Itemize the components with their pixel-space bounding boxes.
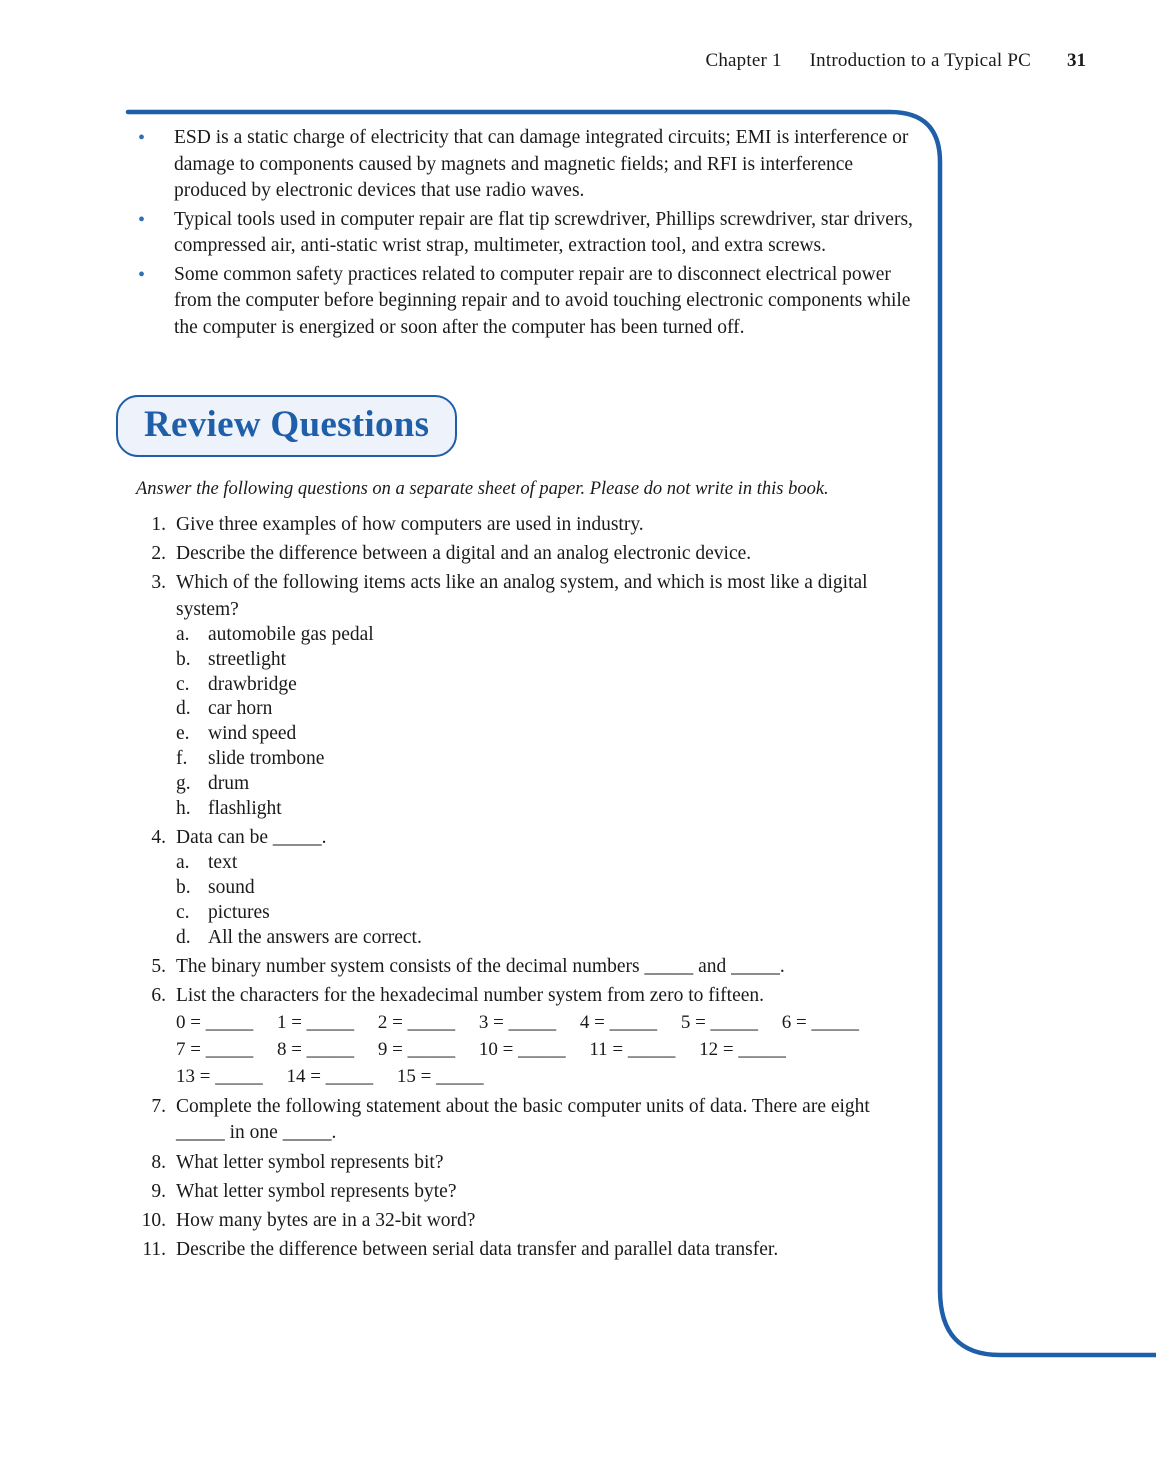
summary-bullet-text: Some common safety practices related to computer repair are to disconnect electrical power from the computer before beginning repair and to avoid touching electronic components while the computer is energized or soon after the computer has been turned off.: [174, 263, 911, 338]
question-text: What letter symbol represents bit?: [176, 1151, 444, 1173]
choice-text: All the answers are correct.: [208, 927, 422, 949]
question-choices: [176, 851, 918, 951]
question-item: [128, 954, 918, 980]
choice-text: automobile gas pedal: [208, 623, 374, 645]
choice-label: c.: [176, 673, 190, 695]
header-chapter-number: Chapter 1: [705, 50, 782, 71]
question-text: Which of the following items acts like an analog system, and which is most like a digital system?: [176, 572, 868, 620]
choice-item: [176, 697, 918, 722]
question-item: [128, 1150, 918, 1176]
hex-answer-blanks: [176, 1010, 918, 1091]
choice-item: [176, 926, 918, 951]
review-questions-banner: [116, 395, 457, 457]
question-choices: [176, 623, 918, 823]
question-item: [128, 1094, 918, 1146]
hex-answer-row: 13 = _____ 14 = _____ 15 = _____: [176, 1066, 484, 1088]
question-text: The binary number system consists of the decimal numbers _____ and _____.: [176, 956, 785, 978]
choice-text: car horn: [208, 698, 273, 720]
choice-item: [176, 772, 918, 797]
choice-label: e.: [176, 723, 190, 745]
question-item: [128, 825, 918, 951]
summary-bullet-text: ESD is a static charge of electricity that can damage integrated circuits; EMI is interference or damage to components caused by magnets and magnetic fields; and RFI is interference produced by electronic devices that use radio waves.: [174, 127, 909, 202]
bullet-dot-icon: •: [138, 263, 146, 286]
page-header: [705, 50, 1086, 72]
choice-label: c.: [176, 902, 190, 924]
question-text: Describe the difference between serial data transfer and parallel data transfer.: [176, 1238, 779, 1260]
instruction-text: Answer the following questions on a separate sheet of paper. Please do not write in this book.: [136, 479, 829, 500]
hex-answer-row: 7 = _____ 8 = _____ 9 = _____ 10 = _____ 11 = _____ 12 = _____: [176, 1039, 786, 1061]
choice-label: d.: [176, 927, 191, 949]
choice-text: slide trombone: [208, 748, 325, 770]
choice-text: sound: [208, 877, 255, 899]
choice-label: g.: [176, 773, 191, 795]
summary-bullet-text: Typical tools used in computer repair are flat tip screwdriver, Phillips screwdriver, star drivers, compressed air, anti-static wrist strap, multimeter, extraction tool, and extra screws.: [174, 208, 913, 257]
question-text: Give three examples of how computers are used in industry.: [176, 514, 644, 536]
question-number: 10.: [141, 1209, 166, 1231]
choice-text: streetlight: [208, 648, 286, 670]
choice-item: [176, 851, 918, 876]
choice-label: h.: [176, 798, 191, 820]
bullet-dot-icon: •: [138, 127, 146, 149]
choice-label: d.: [176, 698, 191, 720]
choice-item: [176, 673, 918, 698]
question-number: 4.: [151, 827, 166, 849]
question-text: Complete the following statement about the basic computer units of data. There are eight _____ in one _____.: [176, 1096, 870, 1144]
choice-text: wind speed: [208, 723, 297, 745]
choice-text: drawbridge: [208, 673, 297, 695]
question-number: 6.: [151, 985, 166, 1007]
choice-text: text: [208, 852, 238, 874]
choice-text: drum: [208, 773, 250, 795]
page-content: [128, 125, 918, 1266]
question-text: Data can be _____.: [176, 827, 327, 849]
choice-item: [176, 722, 918, 747]
question-number: 8.: [151, 1151, 166, 1173]
choice-item: [176, 747, 918, 772]
question-number: 11.: [142, 1238, 166, 1260]
choice-text: pictures: [208, 902, 270, 924]
question-text: How many bytes are in a 32-bit word?: [176, 1209, 476, 1231]
question-text: What letter symbol represents byte?: [176, 1180, 457, 1202]
question-number: 3.: [151, 572, 166, 594]
choice-item: [176, 901, 918, 926]
question-text: List the characters for the hexadecimal number system from zero to fifteen.: [176, 985, 765, 1007]
review-questions-heading-wrap: [116, 395, 457, 457]
question-item: [128, 983, 918, 1091]
question-item: [128, 1237, 918, 1263]
bullet-dot-icon: •: [138, 208, 146, 231]
choice-label: f.: [176, 748, 188, 770]
page-number: 31: [1067, 50, 1086, 71]
question-item: [128, 1208, 918, 1234]
choice-item: [176, 648, 918, 673]
question-item: [128, 1179, 918, 1205]
question-text: Describe the difference between a digital and an analog electronic device.: [176, 543, 752, 565]
question-number: 2.: [151, 543, 166, 565]
summary-bullet-list: [128, 125, 918, 341]
question-number: 7.: [151, 1096, 166, 1118]
list-item: [128, 262, 918, 342]
review-questions-list: [128, 512, 918, 1263]
choice-item: [176, 623, 918, 648]
choice-item: [176, 876, 918, 901]
list-item: [128, 125, 918, 205]
choice-item: [176, 797, 918, 822]
question-number: 5.: [151, 956, 166, 978]
list-item: [128, 207, 918, 260]
hex-answer-row: 0 = _____ 1 = _____ 2 = _____ 3 = _____ 4 = _____ 5 = _____ 6 = _____: [176, 1012, 860, 1034]
choice-label: b.: [176, 877, 191, 899]
choice-label: b.: [176, 648, 191, 670]
header-chapter-title: Introduction to a Typical PC: [809, 50, 1031, 71]
question-item: [128, 512, 918, 538]
choice-label: a.: [176, 852, 190, 874]
question-item: [128, 541, 918, 567]
choice-text: flashlight: [208, 798, 282, 820]
section-title: Review Questions: [144, 404, 430, 446]
question-item: [128, 570, 918, 822]
choice-label: a.: [176, 623, 190, 645]
question-number: 1.: [151, 514, 166, 536]
question-number: 9.: [151, 1180, 166, 1202]
